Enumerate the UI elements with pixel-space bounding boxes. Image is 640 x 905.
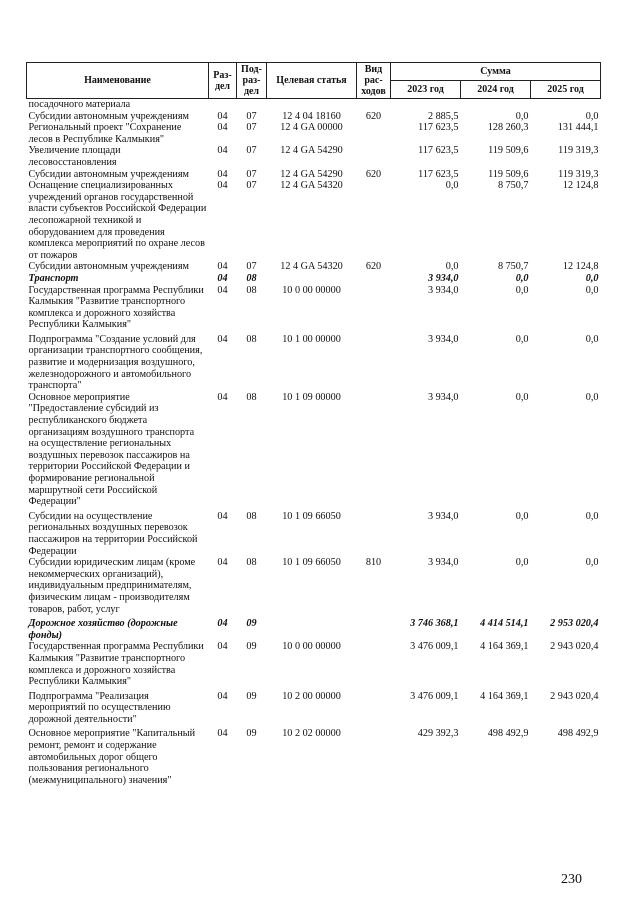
row-expense-type: 620 [365, 261, 382, 273]
table-row [27, 641, 601, 687]
table-row [27, 180, 601, 261]
row-amount-2023: 0,0 [445, 180, 459, 192]
row-amount-2024: 0,0 [515, 333, 529, 345]
row-name: Региональный проект "Сохранение лесов в Республике Калмыкия" [28, 122, 182, 145]
table-row [27, 688, 601, 726]
row-target-article [267, 615, 357, 641]
table-body [27, 99, 601, 787]
row-target-article: 10 2 00 00000 [282, 690, 341, 702]
row-subsection-code: 09 [246, 618, 257, 630]
row-amount-2023: 3 746 368,1 [410, 618, 459, 630]
row-amount-2024: 4 164 369,1 [480, 641, 529, 653]
row-target-article: 12 4 GA 00000 [280, 122, 343, 134]
row-subsection-code: 08 [246, 510, 257, 522]
row-name: Основное мероприятие "Предоставление субсидий из республиканского бюджета организациям воздушного транспорта на осуществление региональных воздушных перевозок пассажиров на территории Российской Федерации и формирование региональной маршрутной сети Российской Федерации" [28, 391, 195, 508]
row-amount-2024: 128 260,3 [487, 122, 529, 134]
row-name: Увеличение площади лесовосстановления [28, 145, 121, 168]
row-target-article: 10 0 00 00000 [282, 284, 341, 296]
row-expense-type [357, 392, 391, 508]
row-section-code: 04 [217, 110, 228, 122]
row-expense-type [357, 122, 391, 145]
row-section-code [209, 99, 237, 111]
row-name: Транспорт [28, 272, 79, 284]
row-amount-2024: 0,0 [515, 284, 529, 296]
row-section-code: 04 [217, 333, 228, 345]
header-section: Раз-дел [209, 63, 237, 99]
row-name: Субсидии автономным учреждениям [28, 168, 189, 180]
row-expense-type [357, 688, 391, 726]
row-amount-2023: 117 623,5 [418, 168, 459, 180]
row-amount-2025: 0,0 [585, 110, 599, 122]
row-amount-2024 [461, 99, 531, 111]
row-subsection-code: 07 [246, 180, 257, 192]
row-subsection-code: 08 [246, 391, 257, 403]
header-name: Наименование [27, 63, 209, 99]
row-target-article [267, 99, 357, 111]
row-amount-2023 [391, 99, 461, 111]
row-subsection-code: 07 [246, 168, 257, 180]
row-target-article [267, 273, 357, 285]
row-subsection-code: 09 [246, 641, 257, 653]
row-amount-2023: 2 885,5 [427, 110, 459, 122]
row-subsection-code: 07 [246, 122, 257, 134]
row-amount-2023: 3 934,0 [427, 391, 459, 403]
row-subsection-code: 08 [246, 557, 257, 569]
row-amount-2024: 8 750,7 [497, 180, 529, 192]
row-name: Дорожное хозяйство (дорожные фонды) [28, 618, 178, 641]
table-row [27, 261, 601, 273]
row-subsection-code: 07 [246, 145, 257, 157]
row-name: Подпрограмма "Реализация мероприятий по осуществлению дорожной деятельности" [28, 690, 171, 725]
header-subsection: Под-раз-дел [237, 63, 267, 99]
table-row [27, 508, 601, 557]
row-amount-2025: 0,0 [585, 333, 599, 345]
row-section-code: 04 [217, 618, 228, 630]
row-amount-2025: 0,0 [585, 557, 599, 569]
row-amount-2024: 498 492,9 [487, 728, 529, 740]
row-target-article: 10 2 02 00000 [282, 728, 341, 740]
row-target-article: 10 0 00 00000 [282, 641, 341, 653]
budget-table [26, 62, 601, 786]
row-amount-2023: 0,0 [445, 261, 459, 273]
row-expense-type [357, 145, 391, 168]
row-amount-2024: 0,0 [515, 391, 529, 403]
row-name: Оснащение специализированных учреждений органов государственной власти субъектов Российской Федерации лесопожарной техникой и оборудованием для проведения комплекса мероприятий по охране лесов от пожаров [28, 180, 207, 261]
row-name: Субсидии на осуществление региональных воздушных перевозок пассажиров на территории Российской Федерации [28, 510, 198, 557]
page-number: 230 [561, 872, 582, 887]
row-subsection-code: 07 [246, 261, 257, 273]
row-subsection-code: 08 [246, 272, 257, 284]
row-expense-type [357, 615, 391, 641]
row-amount-2023: 3 934,0 [427, 510, 459, 522]
row-section-code: 04 [217, 122, 228, 134]
row-amount-2024: 0,0 [515, 272, 529, 284]
table-header [27, 63, 601, 99]
row-amount-2025: 2 953 020,4 [550, 618, 599, 630]
row-section-code: 04 [217, 261, 228, 273]
row-subsection-code: 09 [246, 690, 257, 702]
table-row [27, 145, 601, 168]
row-amount-2025: 2 943 020,4 [550, 641, 599, 653]
row-section-code: 04 [217, 145, 228, 157]
row-amount-2025: 119 319,3 [558, 145, 599, 157]
row-amount-2024: 8 750,7 [497, 261, 529, 273]
table-row [27, 725, 601, 786]
row-target-article: 10 1 09 66050 [282, 510, 341, 522]
row-expense-type [357, 508, 391, 557]
row-name: Государственная программа Республики Калмыкия "Развитие транспортного комплекса и дорожного хозяйства Республики Калмыкия" [28, 641, 204, 688]
table-row [27, 169, 601, 181]
row-target-article: 12 4 04 18160 [282, 110, 341, 122]
row-amount-2025: 0,0 [585, 510, 599, 522]
table-row [27, 331, 601, 392]
header-year-2024: 2024 год [461, 81, 531, 99]
row-section-code: 04 [217, 180, 228, 192]
table-row [27, 122, 601, 145]
row-target-article: 12 4 GA 54320 [280, 180, 343, 192]
row-amount-2024: 0,0 [515, 510, 529, 522]
row-amount-2023: 3 934,0 [427, 284, 459, 296]
row-expense-type: 620 [365, 110, 382, 122]
row-name: Субсидии автономным учреждениям [28, 110, 189, 122]
row-amount-2023: 3 934,0 [427, 557, 459, 569]
document-page [26, 62, 600, 786]
row-amount-2025: 12 124,8 [562, 261, 599, 273]
table-row [27, 285, 601, 331]
row-expense-type [357, 99, 391, 111]
row-amount-2024: 4 414 514,1 [480, 618, 529, 630]
header-target: Целевая статья [267, 63, 357, 99]
row-name: Субсидии юридическим лицам (кроме некоммерческих организаций), индивидуальным предпринимателям, физическим лицам - производителям товаров, работ, услуг [28, 557, 196, 615]
row-section-code: 04 [217, 510, 228, 522]
row-expense-type [357, 285, 391, 331]
row-subsection-code: 08 [246, 333, 257, 345]
row-section-code: 04 [217, 728, 228, 740]
row-amount-2025 [531, 99, 601, 111]
row-name: посадочного материала [28, 99, 131, 110]
row-section-code: 04 [217, 284, 228, 296]
header-expense-type: Вид рас-ходов [357, 63, 391, 99]
row-amount-2025: 0,0 [585, 284, 599, 296]
table-row [27, 99, 601, 111]
table-row [27, 392, 601, 508]
row-subsection-code: 09 [246, 728, 257, 740]
header-sum: Сумма [391, 63, 601, 81]
row-amount-2025: 0,0 [585, 391, 599, 403]
row-name: Субсидии автономным учреждениям [28, 261, 189, 273]
row-amount-2025: 119 319,3 [558, 168, 599, 180]
row-amount-2024: 119 509,6 [488, 168, 529, 180]
row-name: Государственная программа Республики Калмыкия "Развитие транспортного комплекса и дорожного хозяйства Республики Калмыкия" [28, 284, 204, 331]
row-target-article: 10 1 09 66050 [282, 557, 341, 569]
row-amount-2023: 429 392,3 [417, 728, 459, 740]
row-section-code: 04 [217, 690, 228, 702]
row-subsection-code: 07 [246, 110, 257, 122]
row-amount-2025: 0,0 [585, 272, 599, 284]
row-expense-type: 620 [365, 168, 382, 180]
row-amount-2023: 117 623,5 [418, 145, 459, 157]
row-expense-type [357, 273, 391, 285]
row-amount-2025: 131 444,1 [557, 122, 599, 134]
section-row [27, 273, 601, 285]
section-row [27, 615, 601, 641]
row-expense-type [357, 641, 391, 687]
row-amount-2023: 3 934,0 [427, 272, 459, 284]
row-section-code: 04 [217, 557, 228, 569]
row-expense-type [357, 725, 391, 786]
row-expense-type [357, 331, 391, 392]
row-amount-2024: 119 509,6 [488, 145, 529, 157]
row-subsection-code: 08 [246, 284, 257, 296]
header-year-2025: 2025 год [531, 81, 601, 99]
row-section-code: 04 [217, 641, 228, 653]
row-expense-type: 810 [365, 557, 382, 569]
row-expense-type [357, 180, 391, 261]
row-section-code: 04 [217, 391, 228, 403]
row-name: Основное мероприятие "Капитальный ремонт, ремонт и содержание автомобильных дорог общего пользования регионального (межмуниципального) значения" [28, 728, 196, 786]
table-row [27, 111, 601, 123]
row-amount-2023: 3 476 009,1 [410, 641, 459, 653]
row-amount-2025: 12 124,8 [562, 180, 599, 192]
row-amount-2025: 498 492,9 [557, 728, 599, 740]
row-target-article: 12 4 GA 54290 [280, 145, 343, 157]
table-row [27, 557, 601, 615]
row-amount-2025: 2 943 020,4 [550, 690, 599, 702]
row-target-article: 12 4 GA 54290 [280, 168, 343, 180]
row-amount-2023: 3 934,0 [427, 333, 459, 345]
row-target-article: 12 4 GA 54320 [280, 261, 343, 273]
row-amount-2024: 0,0 [515, 557, 529, 569]
row-amount-2024: 0,0 [515, 110, 529, 122]
row-target-article: 10 1 00 00000 [282, 333, 341, 345]
row-amount-2023: 117 623,5 [418, 122, 459, 134]
row-amount-2023: 3 476 009,1 [410, 690, 459, 702]
row-subsection-code [237, 99, 267, 111]
row-section-code: 04 [217, 272, 228, 284]
header-year-2023: 2023 год [391, 81, 461, 99]
row-name: Подпрограмма "Создание условий для организации транспортного сообщения, развитие и модернизация воздушного, железнодорожного и автомобильного транспорта" [28, 333, 203, 392]
row-amount-2024: 4 164 369,1 [480, 690, 529, 702]
row-target-article: 10 1 09 00000 [282, 391, 341, 403]
row-section-code: 04 [217, 168, 228, 180]
